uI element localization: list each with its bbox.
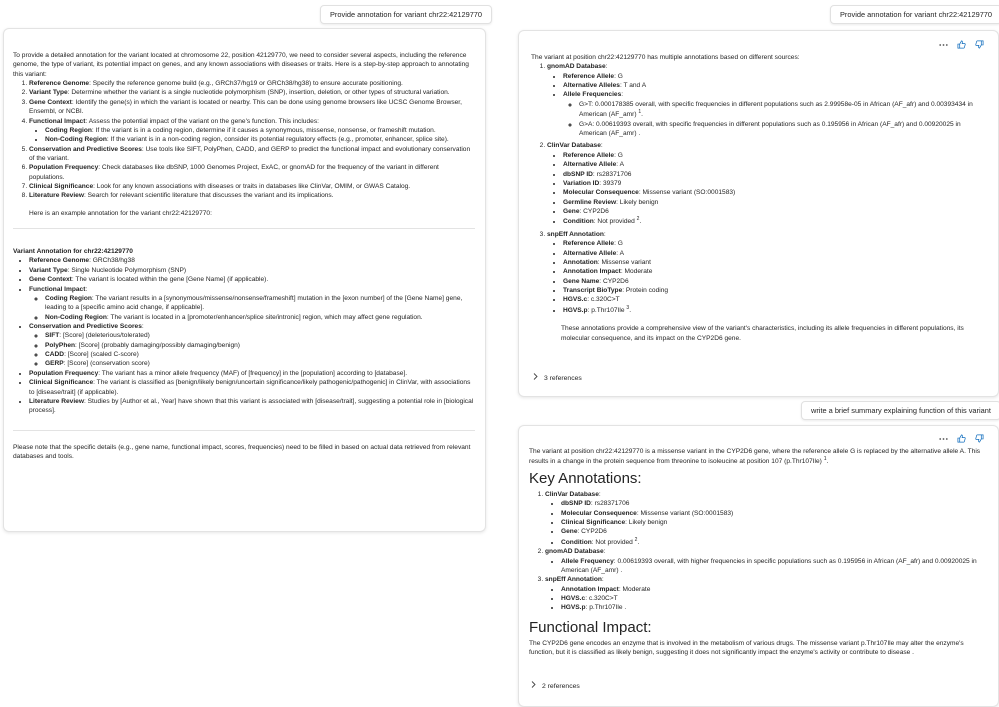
more-icon[interactable] bbox=[939, 43, 948, 47]
references-label: 3 references bbox=[544, 374, 582, 382]
list-item: • Condition: Not provided $^2$. bbox=[561, 537, 985, 548]
list-item: • Reference Allele: G bbox=[563, 151, 983, 160]
list-item: 3. Gene Context: Identify the gene(s) in which the variant is located or nearby. This can be done using genome browsers like UCSC Genome Browser, Ensembl, or NCBI. bbox=[29, 98, 475, 117]
list-item: ◦ PolyPhen: [Score] (probably damaging/possibly damaging/benign) bbox=[45, 341, 475, 350]
list-item: • Alternative Allele: A bbox=[563, 249, 983, 258]
list-item: • Non-Coding Region: If the variant is in a non-coding region, consider its potential regulatory effects (e.g., promoter, enhancer, splice site). bbox=[45, 135, 475, 144]
list-item: • Variant Type: Single Nucleotide Polymorphism (SNP) bbox=[29, 266, 475, 275]
list-item: 7. Clinical Significance: Look for any known associations with diseases or traits in databases like ClinVar, OMIM, or GWAS Catalog. bbox=[29, 182, 475, 191]
list-item: • Population Frequency: The variant has a minor allele frequency (MAF) of [frequency] in the [population] according to [database]. bbox=[29, 369, 475, 378]
list-item: • Annotation Impact: Moderate bbox=[563, 267, 983, 276]
list-item: • HGVS.p: p.Thr107Ile $^3$. bbox=[563, 305, 983, 316]
intro-paragraph: To provide a detailed annotation for the variant located at chromosome 22, position 42129770, we need to consider several aspects, including the reference genome, the type of variant, its potential impact on genes, and any known associations with diseases or traits. Here is a step-by-step approach to annotating this variant: bbox=[13, 52, 469, 78]
list-item: ◦ G>T: 0.000178385 overall, with specific frequencies in different populations such as 2.99958e-05 in African (AF_afr) and 0.00393434 in American (AF_amr) $^1$. bbox=[579, 100, 983, 120]
user-query-bubble-right-top bbox=[830, 5, 999, 24]
list-item: • Gene Name: CYP2D6 bbox=[563, 277, 983, 286]
user-query-text: Provide annotation for variant chr22:42129770 bbox=[330, 10, 483, 19]
list-item: • Gene: CYP2D6 bbox=[563, 207, 983, 216]
list-item: 5. Conservation and Predictive Scores: Use tools like SIFT, PolyPhen, CADD, and GERP to predict the functional impact and evolutionary conservation of the variant. bbox=[29, 145, 475, 164]
references-toggle[interactable] bbox=[531, 681, 580, 692]
citation-2[interactable]: 2 bbox=[636, 216, 640, 223]
example-intro: Here is an example annotation for the variant chr22:42129770: bbox=[29, 209, 212, 217]
user-query-bubble-right-bottom bbox=[801, 401, 999, 420]
list-item: ◦ Non-Coding Region: The variant is located in a [promoter/enhancer/splice site/intronic] region, which may affect gene regulation. bbox=[45, 313, 475, 322]
list-item: • Molecular Consequence: Missense variant (SO:0001583) bbox=[561, 509, 985, 518]
list-item: • Condition: Not provided $^2$. bbox=[563, 216, 983, 227]
citation-1[interactable]: 1 bbox=[638, 109, 642, 116]
message-actions bbox=[939, 434, 984, 443]
list-item: • Clinical Significance: Likely benign bbox=[561, 518, 985, 527]
list-item: • Reference Allele: G bbox=[563, 239, 983, 248]
list-item: • dbSNP ID: rs28371706 bbox=[563, 170, 983, 179]
summary-paragraph: These annotations provide a comprehensive view of the variant's characteristics, including its allele frequencies in different populations, its molecular consequence, and its impact on the CYP2D6 gene. bbox=[561, 325, 964, 342]
thumbs-down-icon[interactable] bbox=[975, 40, 984, 49]
list-item: 8. Literature Review: Search for relevant scientific literature that discusses the variant and its implications. bbox=[29, 191, 475, 200]
list-item: • Gene Context: The variant is located within the gene [Gene Name] (if applicable). bbox=[29, 275, 475, 284]
annotation-title: Variant Annotation for chr22:42129770 bbox=[13, 248, 133, 256]
functional-impact-paragraph: The CYP2D6 gene encodes an enzyme that is involved in the metabolism of various drugs. The missense variant p.Thr107Ile may alter the enzyme's function, but it is classified as likely benign, suggesting it does not significantly impact the enzyme's activity or contribute to disease . bbox=[529, 639, 964, 657]
list-item: ◦ CADD: [Score] (scaled C-score) bbox=[45, 350, 475, 359]
citation-1[interactable]: 1 bbox=[823, 456, 827, 463]
list-item: 1. Reference Genome: Specify the reference genome build (e.g., GRCh37/hg19 or GRCh38/hg38) to ensure accurate positioning. bbox=[29, 79, 475, 88]
user-query-text: write a brief summary explaining function of this variant bbox=[811, 406, 991, 415]
sources-list bbox=[531, 62, 983, 315]
references-label: 2 references bbox=[542, 682, 580, 690]
list-item: 2. ClinVar Database: • Reference Allele: G • Alternative Allele: A • dbSNP ID: rs28371706 • Variation ID: 39379 • Molecular Consequence: Missense variant (SO:0001583) • Germline Review: Likely benign • Gene: CYP2D6 • Condition: Not provided $^2$. bbox=[547, 141, 983, 226]
chevron-right-icon bbox=[533, 373, 538, 384]
citation-3[interactable]: 3 bbox=[626, 304, 630, 311]
list-item: • Transcript BioType: Protein coding bbox=[563, 286, 983, 295]
list-item: • Literature Review: Studies by [Author et al., Year] have shown that this variant is associated with [disease/trait], suggesting a potential role in [biological process]. bbox=[29, 397, 475, 416]
more-icon[interactable] bbox=[939, 437, 948, 441]
list-item: 2. gnomAD Database: • Allele Frequency: 0.00619393 overall, with higher frequencies in specific populations such as 0.195956 in African (AF_afr) and 0.00920025 in American (AF_amr) . bbox=[545, 547, 985, 575]
list-item: ◦ SIFT: [Score] (deleterious/tolerated) bbox=[45, 331, 475, 340]
thumbs-down-icon[interactable] bbox=[975, 434, 984, 443]
footer-note: Please note that the specific details (e.g., gene name, functional impact, scores, frequencies) need to be filled in based on actual data retrieved from relevant databases and tools. bbox=[13, 443, 471, 460]
chevron-right-icon bbox=[531, 681, 536, 692]
list-item: 3. snpEff Annotation: • Reference Allele: G • Alternative Allele: A • Annotation: Missense variant • Annotation Impact: Moderate • Gene Name: CYP2D6 • Transcript BioType: Protein coding • HGVS.c: c.320C>T • HGVS.p: p.Thr107Ile $^3$. bbox=[547, 230, 983, 315]
key-annotations-list bbox=[529, 490, 985, 613]
list-item: 3. snpEff Annotation: • Annotation Impact: Moderate • HGVS.c: c.320C>T • HGVS.p: p.Thr107Ile . bbox=[545, 575, 985, 612]
list-item: • Coding Region: If the variant is in a coding region, determine if it causes a synonymous, missense, nonsense, or frameshift mutation. bbox=[45, 126, 475, 135]
intro-paragraph: The variant at position chr22:42129770 is a missense variant in the CYP2D6 gene, where the reference allele G is replaced by the alternative allele A. This results in a change in the protein sequence from threonine to isoleucine at position 107 (p.Thr107Ile) $^1$. bbox=[529, 448, 981, 466]
list-item: ◦ Coding Region: The variant results in a [synonymous/missense/nonsense/frameshift] mutation in the [exon number] of the [Gene Name] gene, leading to a [specific amino acid change, if applicable]. bbox=[45, 294, 475, 313]
list-item: • Gene: CYP2D6 bbox=[561, 527, 985, 536]
list-item: 1. gnomAD Database: • Reference Allele: G • Alternative Alleles: T and A • Allele Frequencies: ◦ G>T: 0.000178385 overall, with specific frequencies in different populations such as 2.99958e-05 in African (AF_afr) and 0.00393434 in American (AF_amr) $^1$. ◦ G>A: 0.00619393 overall, with specific frequencies in different populations such as 0.195956 in African (AF_afr) and 0.00920025 in American (AF_amr) . bbox=[547, 62, 983, 138]
list-item: ◦ G>A: 0.00619393 overall, with specific frequencies in different populations such as 0.195956 in African (AF_afr) and 0.00920025 in American (AF_amr) . bbox=[579, 120, 983, 139]
user-query-bubble-left bbox=[320, 5, 492, 24]
list-item: • Alternative Allele: A bbox=[563, 160, 983, 169]
list-item: • Conservation and Predictive Scores: ◦ SIFT: [Score] (deleterious/tolerated) ◦ PolyPhen: [Score] (probably damaging/possibly damaging/benign) ◦ CADD: [Score] (scaled C-score) ◦ GERP: [Score] (conservation score) bbox=[29, 322, 475, 369]
list-item: • Annotation Impact: Moderate bbox=[561, 585, 985, 594]
list-item: 4. Functional Impact: Assess the potential impact of the variant on the gene's function. This includes: • Coding Region: If the variant is in a coding region, determine if it causes a synonymous, missense, nonsense, or frameshift mutation. • Non-Coding Region: If the variant is in a non-coding region, consider its potential regulatory effects (e.g., promoter, enhancer, splice site). bbox=[29, 117, 475, 145]
annotation-steps-list bbox=[13, 79, 475, 201]
annotation-details-list bbox=[13, 256, 475, 415]
list-item: 6. Population Frequency: Check databases like dbSNP, 1000 Genomes Project, ExAC, or gnomAD for the frequency of the variant in different populations. bbox=[29, 163, 475, 182]
intro-paragraph: The variant at position chr22:42129770 has multiple annotations based on different sources: bbox=[531, 54, 800, 61]
thumbs-up-icon[interactable] bbox=[957, 40, 966, 49]
message-actions bbox=[939, 40, 984, 49]
list-item: • Functional Impact: ◦ Coding Region: The variant results in a [synonymous/missense/nonsense/frameshift] mutation in the [exon number] of the [Gene Name] gene, leading to a [specific amino acid change, if applicable]. ◦ Non-Coding Region: The variant is located in a [promoter/enhancer/splice site/intronic] region, which may affect gene regulation. bbox=[29, 285, 475, 322]
list-item: • Allele Frequency: 0.00619393 overall, with higher frequencies in specific populations such as 0.195956 in African (AF_afr) and 0.00920025 in American (AF_amr) . bbox=[561, 557, 985, 576]
list-item: • Alternative Alleles: T and A bbox=[563, 81, 983, 90]
list-item: • dbSNP ID: rs28371706 bbox=[561, 499, 985, 508]
divider bbox=[13, 430, 475, 431]
list-item: • Clinical Significance: The variant is classified as [benign/likely benign/uncertain significance/likely pathogenic/pathogenic] in ClinVar, with associations to [disease/trait] (if applicable). bbox=[29, 378, 475, 397]
list-item: • Germline Review: Likely benign bbox=[563, 198, 983, 207]
user-query-text: Provide annotation for variant chr22:42129770 bbox=[840, 10, 993, 19]
list-item: • Reference Genome: GRCh38/hg38 bbox=[29, 256, 475, 265]
list-item: • HGVS.p: p.Thr107Ile . bbox=[561, 603, 985, 612]
divider bbox=[13, 228, 475, 229]
assistant-response-left bbox=[3, 28, 486, 532]
list-item: • Allele Frequencies: ◦ G>T: 0.000178385 overall, with specific frequencies in different populations such as 2.99958e-05 in African (AF_afr) and 0.00393434 in American (AF_amr) $^1$. ◦ G>A: 0.00619393 overall, with specific frequencies in different populations such as 0.195956 in African (AF_afr) and 0.00920025 in American (AF_amr) . bbox=[563, 90, 983, 138]
list-item: • Variation ID: 39379 bbox=[563, 179, 983, 188]
assistant-response-right-bottom bbox=[518, 425, 999, 707]
citation-2[interactable]: 2 bbox=[634, 536, 638, 543]
assistant-response-right-top bbox=[518, 30, 999, 397]
functional-impact-heading: Functional Impact: bbox=[529, 618, 652, 636]
list-item: • HGVS.c: c.320C>T bbox=[563, 295, 983, 304]
references-toggle[interactable] bbox=[533, 373, 582, 384]
list-item: ◦ GERP: [Score] (conservation score) bbox=[45, 359, 475, 368]
list-item: 2. Variant Type: Determine whether the variant is a single nucleotide polymorphism (SNP), insertion, deletion, or other types of structural variation. bbox=[29, 88, 475, 97]
list-item: 1. ClinVar Database: • dbSNP ID: rs28371706 • Molecular Consequence: Missense variant (SO:0001583) • Clinical Significance: Likely benign • Gene: CYP2D6 • Condition: Not provided $^2$. bbox=[545, 490, 985, 547]
list-item: • Annotation: Missense variant bbox=[563, 258, 983, 267]
key-annotations-heading: Key Annotations: bbox=[529, 469, 642, 487]
list-item: • Reference Allele: G bbox=[563, 72, 983, 81]
thumbs-up-icon[interactable] bbox=[957, 434, 966, 443]
list-item: • HGVS.c: c.320C>T bbox=[561, 594, 985, 603]
list-item: • Molecular Consequence: Missense variant (SO:0001583) bbox=[563, 188, 983, 197]
